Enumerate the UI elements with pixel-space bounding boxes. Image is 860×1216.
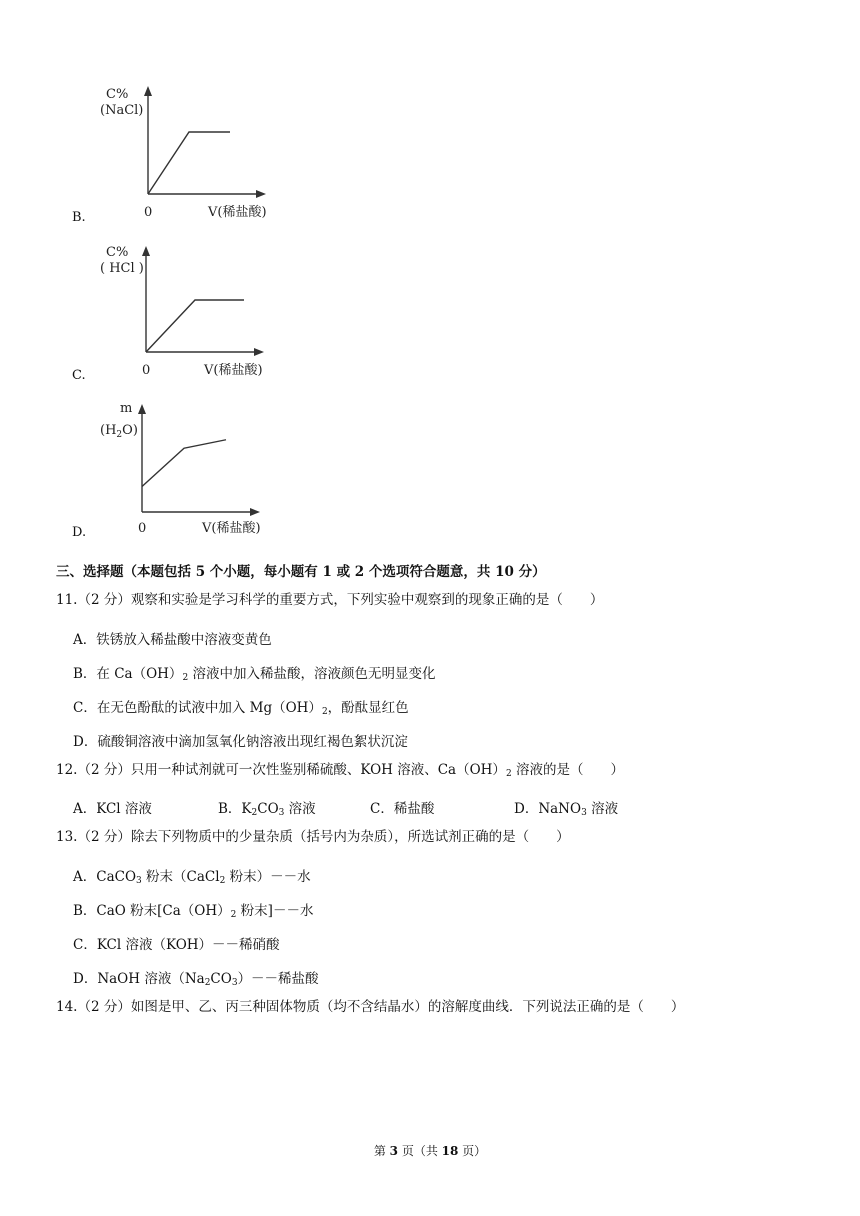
q12-option-c: C．稀盐酸 [370,801,435,817]
graph-b-curve [148,132,230,194]
graph-c-curve [146,300,244,352]
q13-option-b: B．CaO 粉末[$Ca(OH)_2$ 粉末]－－水 [73,903,314,920]
graph-c-ylabel-top: C% [106,245,129,260]
graph-d-ylabel-sub: $(H_2O)$ [100,423,138,440]
option-d-letter: D. [72,525,87,540]
question-12-stem: 12.（2 分）只用一种试剂就可一次性鉴别稀硫酸、KOH 溶液、$Ca(OH)_2$ 溶液的是（ ） [56,762,624,779]
q12-option-a: A．KCl 溶液 [73,801,152,817]
q12-option-b: B．$K_2CO_3$ 溶液 [218,801,316,818]
graph-b-xlabel: V(稀盐酸) [208,205,267,220]
question-11-stem: 11.（2 分）观察和实验是学习科学的重要方式，下列实验中观察到的现象正确的是（ ） [56,592,604,608]
graph-b-y-arrow [144,86,152,96]
graph-c-origin: 0 [142,363,151,378]
graph-c-xlabel: V(稀盐酸) [204,363,263,378]
graph-b [100,84,290,224]
question-14-stem: 14.（2 分）如图是甲、乙、丙三种固体物质（均不含结晶水）的溶解度曲线．下列说法正确的是（ ） [56,999,685,1015]
page-footer: 第 3 页（共 18 页） [373,1144,487,1158]
graph-c-y-arrow [142,246,150,256]
graph-d-origin: 0 [138,521,147,536]
q13-option-a: A．CaCO$_3$ 粉末（CaCl$_2$ 粉末）－－水 [73,869,311,886]
graph-c-x-arrow [254,348,264,356]
graph-c-svg [100,242,290,382]
graph-b-ylabel-sub: (NaCl) [100,103,144,118]
graph-d-curve [142,440,226,487]
graph-d-x-arrow [250,508,260,516]
graph-d-xlabel: V(稀盐酸) [202,521,261,536]
graph-d-ylabel-top: m [120,401,133,416]
graph-d [100,398,290,538]
section-3-title: 三、选择题（本题包括 5 个小题，每小题有 1 或 2 个选项符合题意，共 10 分） [56,564,546,580]
q11-option-a: A．铁锈放入稀盐酸中溶液变黄色 [73,632,272,648]
q12-option-d: D．NaNO$_3$ 溶液 [514,801,619,818]
option-c-letter: C. [72,368,86,383]
graph-d-svg [100,398,290,538]
question-13-stem: 13.（2 分）除去下列物质中的少量杂质（括号内为杂质），所选试剂正确的是（ ） [56,829,570,845]
q11-option-c: C．在无色酚酞的试液中加入 $Mg(OH)_2$，酚酞显红色 [73,700,409,717]
graph-c [100,242,290,382]
q11-option-b: B．在 $Ca(OH)_2$ 溶液中加入稀盐酸，溶液颜色无明显变化 [73,666,436,683]
graph-b-x-arrow [256,190,266,198]
option-b-letter: B. [72,210,86,225]
q13-option-c: C．KCl 溶液（KOH）－－稀硝酸 [73,937,280,953]
graph-d-y-arrow [138,404,146,414]
graph-b-ylabel-top: C% [106,87,129,102]
graph-b-svg [100,84,290,224]
q13-option-d: D．NaOH 溶液$(Na_2CO_3)--$稀盐酸 [73,971,319,988]
q11-option-d: D．硫酸铜溶液中滴加氢氧化钠溶液出现红褐色絮状沉淀 [73,734,408,750]
graph-b-origin: 0 [144,205,153,220]
graph-c-ylabel-sub: ( HCl ) [100,261,144,276]
